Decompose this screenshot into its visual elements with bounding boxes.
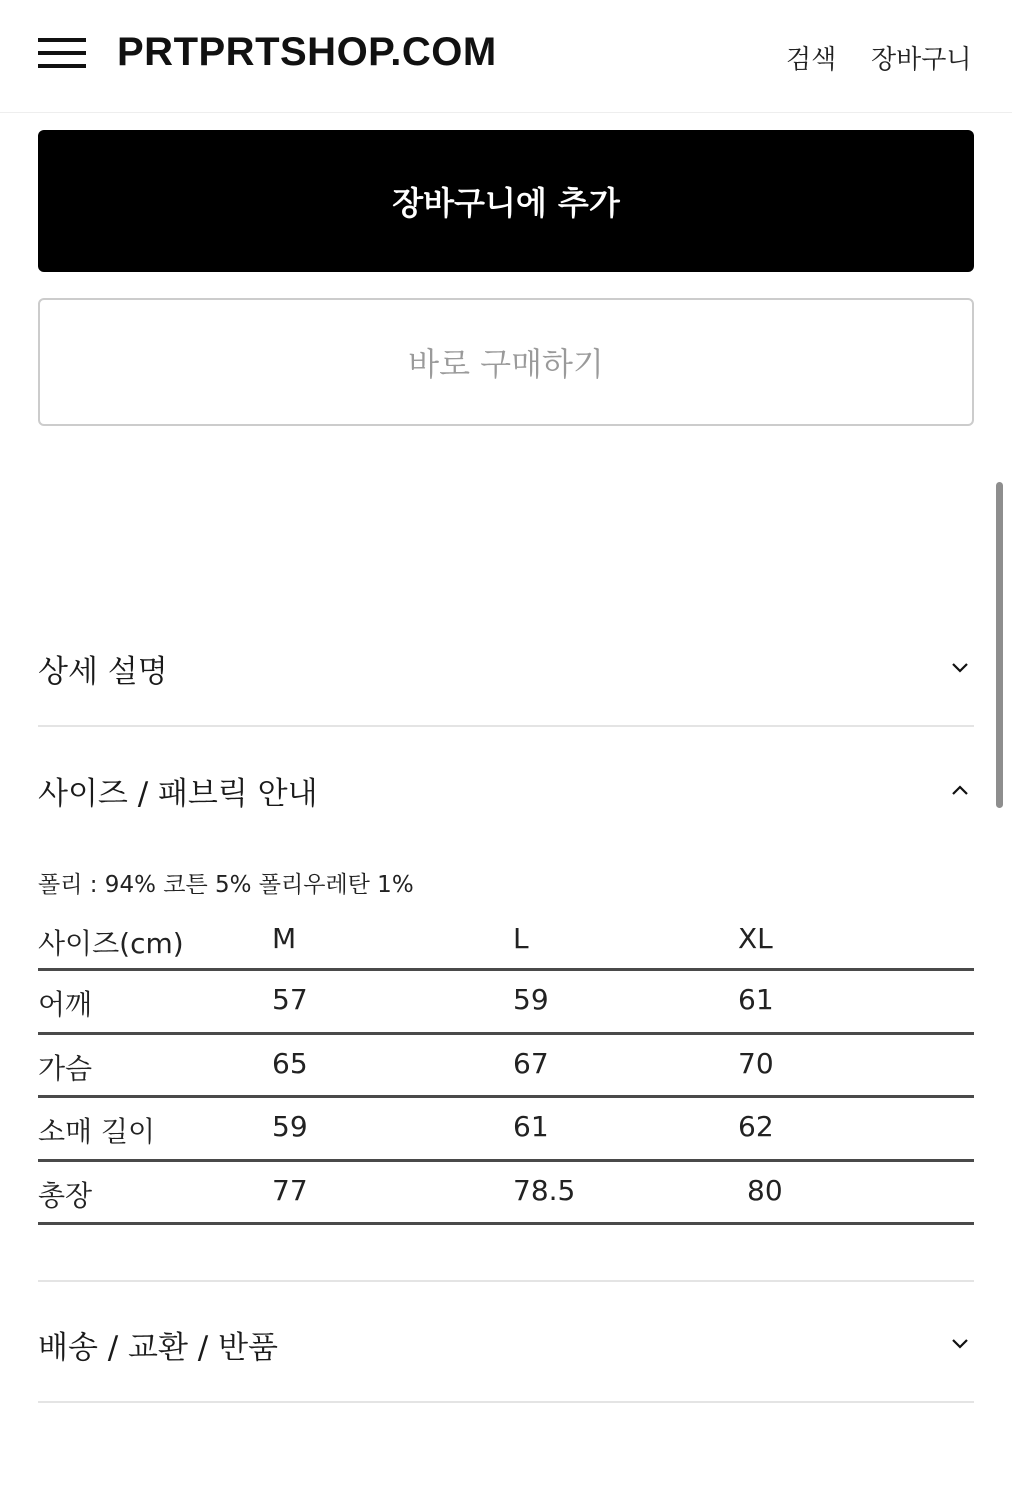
size-table: [38, 910, 974, 1225]
size-table-header: [38, 910, 974, 971]
buy-now-button[interactable]: 바로 구매하기: [38, 298, 974, 426]
size-row-label: 총장: [38, 1178, 93, 1212]
size-row-label: 소매 길이: [38, 1115, 156, 1148]
size-cell: 61: [513, 1110, 549, 1143]
size-cell: 80: [747, 1173, 783, 1207]
section-divider: [38, 725, 974, 727]
accordion-detail[interactable]: [38, 638, 974, 698]
site-logo[interactable]: PRTPRTSHOP.COM: [117, 30, 497, 74]
size-table-row: [38, 1162, 974, 1226]
size-header-cell: 사이즈(cm): [38, 927, 184, 960]
size-cell: 62: [738, 1110, 774, 1143]
size-row-label: 가슴: [38, 1051, 93, 1085]
size-header-cell: XL: [738, 922, 773, 955]
accordion-shipping[interactable]: [38, 1314, 974, 1374]
size-cell: 59: [272, 1110, 308, 1143]
size-cell: 70: [738, 1046, 774, 1080]
accordion-size-fabric[interactable]: [38, 760, 974, 820]
size-cell: 67: [513, 1046, 549, 1080]
size-table-row: [38, 971, 974, 1035]
size-row-label: 어깨: [38, 988, 93, 1021]
size-cell: 61: [738, 983, 774, 1016]
section-divider: [38, 1280, 974, 1282]
section-divider: [38, 1401, 974, 1403]
accordion-shipping-title: 배송 / 교환 / 반품: [38, 1330, 278, 1366]
add-to-cart-button[interactable]: 장바구니에 추가: [38, 130, 974, 272]
size-cell: 57: [272, 983, 308, 1016]
size-header-cell: M: [272, 922, 297, 955]
fabric-composition: 폴리 : 94% 코튼 5% 폴리우레탄 1%: [38, 872, 414, 898]
chevron-down-icon[interactable]: [952, 660, 968, 676]
page-scrollbar[interactable]: [996, 482, 1003, 808]
chevron-up-icon[interactable]: [952, 782, 968, 798]
cart-link[interactable]: 장바구니: [871, 45, 972, 75]
site-header: [0, 0, 1012, 113]
size-cell: 78.5: [513, 1173, 576, 1207]
size-header-cell: L: [513, 922, 529, 955]
size-cell: 59: [513, 983, 549, 1016]
size-table-row: [38, 1098, 974, 1162]
size-cell: 65: [272, 1046, 308, 1080]
hamburger-menu-icon[interactable]: [38, 38, 86, 70]
chevron-down-icon[interactable]: [952, 1336, 968, 1352]
search-link[interactable]: 검색: [786, 45, 837, 75]
accordion-detail-title: 상세 설명: [38, 654, 168, 690]
size-table-row: [38, 1035, 974, 1099]
size-cell: 77: [272, 1173, 308, 1207]
accordion-size-fabric-title: 사이즈 / 패브릭 안내: [38, 776, 318, 812]
